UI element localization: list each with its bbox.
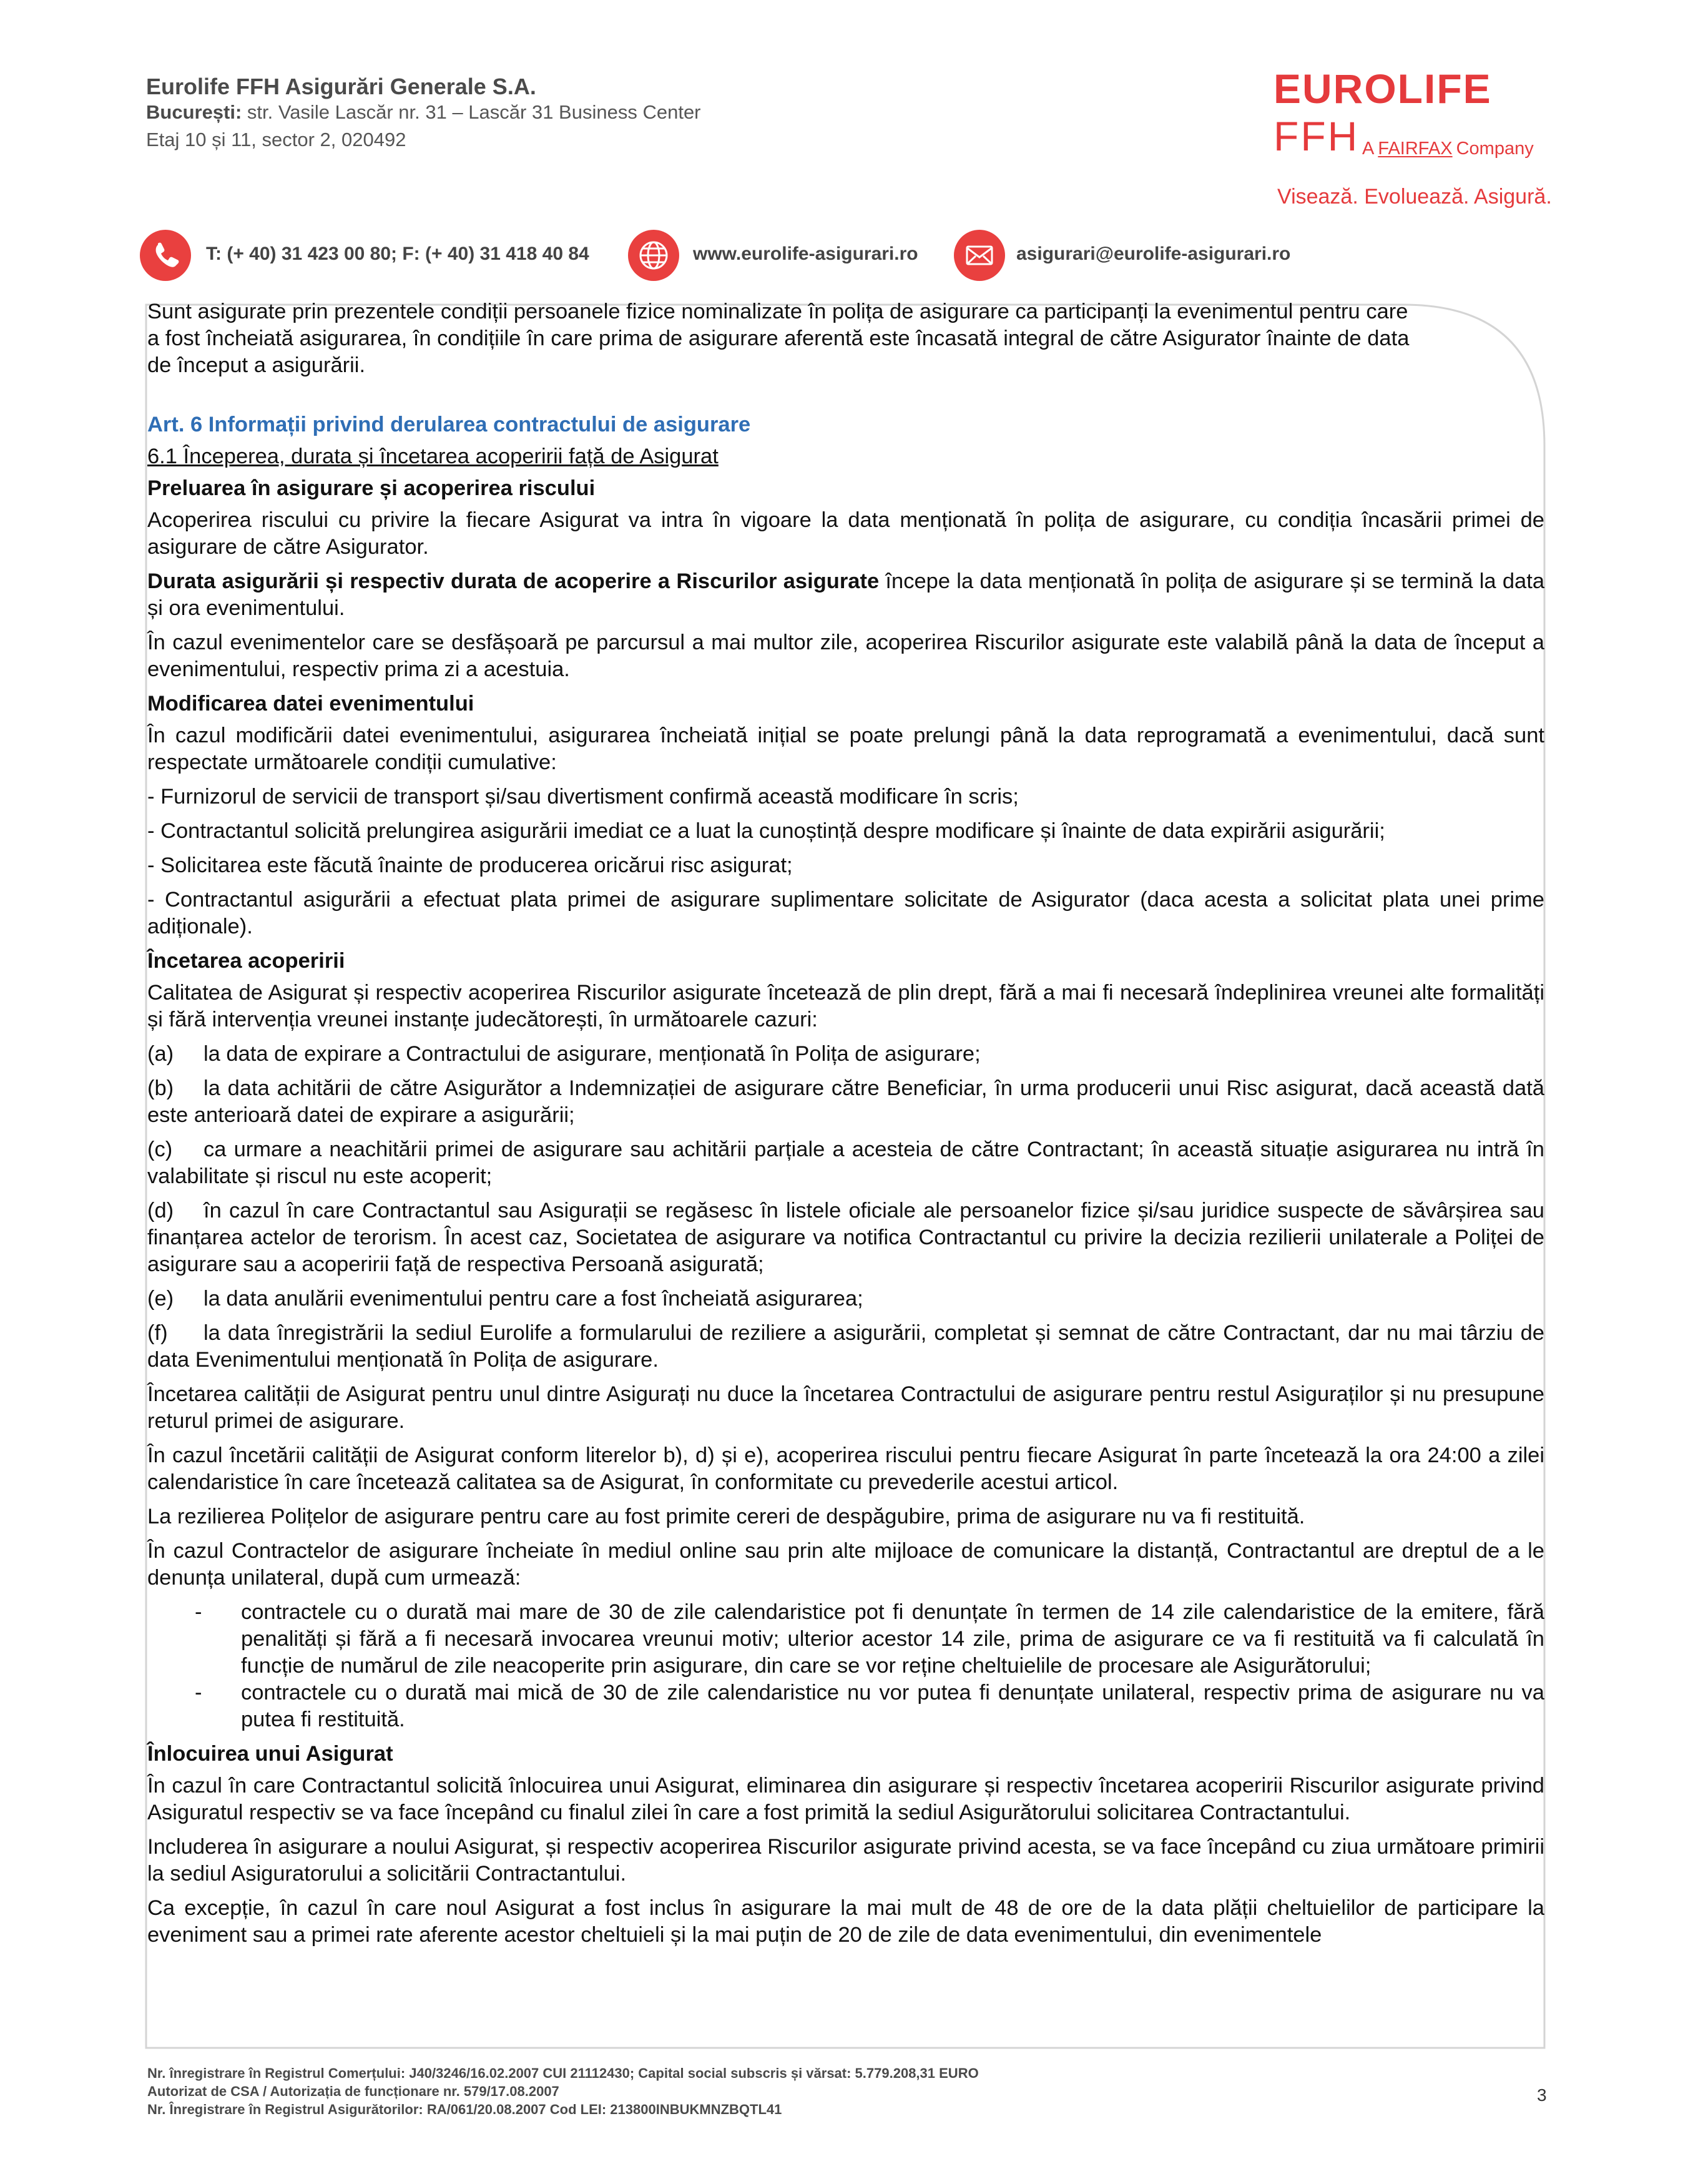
website-link[interactable]: www.eurolife-asigurari.ro	[693, 243, 918, 264]
company-name: Eurolife FFH Asigurări Generale S.A.	[146, 74, 536, 99]
paragraph-acoperirea: Acoperirea riscului cu privire la fiecare Asigurat va intra în vigoare la data menționată în polița de asigurare, cu condiția încasării primei de asigurare de către Asigurator.	[147, 508, 1544, 559]
section-6-1-title: 6.1 Începerea, durata și încetarea acoperirii față de Asigurat	[147, 445, 719, 468]
denuntare-list	[147, 1599, 1544, 1733]
article-6-title: Art. 6 Informații privind derularea contractului de asigurare	[147, 413, 751, 436]
heading-incetarea: Încetarea acoperirii	[147, 949, 345, 973]
paragraph-incetarea-calitatii: Încetarea calității de Asigurat pentru unul dintre Asigurați nu duce la încetarea Contractului de asigurare pentru restul Asiguraților și nu presupune returul primei de asigurare.	[147, 1382, 1544, 1433]
condition-4: - Contractantul asigurării a efectuat plata primei de asigurare suplimentare solicitate de Asigurator (daca acesta a solicitat plata unei prime adiționale).	[147, 888, 1544, 938]
paragraph-literelor: În cazul încetării calității de Asigurat conform literelor b), d) și e), acoperirea riscului pentru fiecare Asigurat în parte încetează la ora 24:00 a zilei calendaristice în care încetează calitatea sa de Asigurat, în conformitate cu prevederile acestui articol.	[147, 1444, 1544, 1494]
dash-text: contractele cu o durată mai mare de 30 de zile calendaristice pot fi denunțate în termen de 14 zile calendaristice de la emitere, fără penalități și fără a fi necesară invocarea vreunui motiv; ulterior acestor 14 zile, prima de asigurare ce va fi restituită va fi calculată în funcție de numărul de zile neacoperite prin asigurare, din care se vor reține cheltuielile de procesare ale Asigurătorului;	[241, 1600, 1544, 1678]
footer-line-registration: Nr. înregistrare în Registrul Comerțului: J40/3246/16.02.2007 CUI 21112430; Capital social subscris și vărsat: 5.779.208,31 EURO	[147, 2065, 979, 2081]
condition-2: - Contractantul solicită prelungirea asigurării imediat ce a luat la cunoștință despre modificare și înainte de data expirării asigurării;	[147, 819, 1385, 843]
item-label: (e)	[147, 1287, 174, 1311]
heading-inlocuirea: Înlocuirea unui Asigurat	[147, 1742, 393, 1766]
heading-modificarea: Modificarea datei evenimentului	[147, 692, 474, 716]
item-text: la data achitării de către Asigurător a Indemnizației de asigurare către Beneficiar, în urma producerii unui Risc asigurat, dacă această dată este anterioară datei de expirare a asigurării;	[147, 1076, 1544, 1127]
dash-marker: -	[195, 1600, 202, 1624]
phone-fax-text: T: (+ 40) 31 423 00 80; F: (+ 40) 31 418 40 84	[206, 243, 589, 264]
item-text: la data anulării evenimentului pentru care a fost încheiată asigurarea;	[204, 1287, 863, 1311]
item-label: (c)	[147, 1138, 173, 1161]
list-item-d	[147, 1198, 1544, 1278]
list-item-e	[147, 1286, 1544, 1312]
durata-bold: Durata asigurării și respectiv durata de acoperire a Riscurilor asigurate	[147, 569, 880, 593]
phone-icon	[140, 230, 191, 281]
globe-icon	[628, 230, 679, 281]
document-body	[147, 298, 1544, 1956]
mail-icon	[954, 230, 1005, 281]
company-address	[146, 101, 701, 124]
tagline: Visează. Evoluează. Asigură.	[1277, 185, 1552, 209]
intro-paragraph: Sunt asigurate prin prezentele condiții persoanele fizice nominalizate în polița de asigurare ca participanți la evenimentul pentru care a fost încheiată asigurarea, în condițiile în care prima de asigurare aferentă este încasată integral de către Asigurator înainte de data de început a asigurării.	[147, 300, 1410, 377]
durata-rest: începe la data menționată în polița de asigurare și se termină la data și ora evenimentului.	[147, 569, 1545, 620]
footer-line-authorization: Autorizat de CSA / Autorizația de funcționare nr. 579/17.08.2007	[147, 2083, 559, 2099]
item-text: la data de expirare a Contractului de asigurare, menționată în Polița de asigurare;	[204, 1042, 981, 1066]
list-item	[147, 1680, 1544, 1733]
footer-line-insurer-registry: Nr. Înregistrare în Registrul Asigurătorilor: RA/061/20.08.2007 Cod LEI: 213800INBUKMNZBQTL41	[147, 2102, 782, 2117]
legal-footer	[147, 2064, 979, 2118]
list-item	[147, 1599, 1544, 1680]
item-label: (a)	[147, 1042, 174, 1066]
item-label: (b)	[147, 1076, 174, 1100]
list-item-f	[147, 1320, 1544, 1374]
dash-marker: -	[195, 1681, 202, 1704]
paragraph-durata	[147, 568, 1544, 622]
list-item-c	[147, 1136, 1544, 1190]
paragraph-modificarii: În cazul modificării datei evenimentului, asigurarea încheiată inițial se poate prelungi până la data reprogramată a evenimentului, dacă sunt respectate următoarele condiții cumulative:	[147, 724, 1544, 774]
address-city: București:	[146, 101, 242, 123]
item-label: (f)	[147, 1321, 168, 1345]
list-item-b	[147, 1075, 1544, 1129]
email-link[interactable]: asigurari@eurolife-asigurari.ro	[1016, 243, 1291, 264]
heading-preluarea: Preluarea în asigurare și acoperirea riscului	[147, 476, 596, 500]
item-text: ca urmare a neachitării primei de asigurare sau achitării parțiale a acesteia de către Contractant; în această situație asigurarea nu intră în valabilitate și riscul nu este acoperit;	[147, 1138, 1544, 1188]
fairfax-prefix: A	[1362, 139, 1375, 159]
paragraph-online: În cazul Contractelor de asigurare încheiate în mediul online sau prin alte mijloace de comunicare la distanță, Contractantul are dreptul de a le denunța unilateral, după cum urmează:	[147, 1539, 1544, 1590]
page-number: 3	[1537, 2085, 1547, 2105]
address-floor: Etaj 10 și 11, sector 2, 020492	[146, 129, 406, 150]
logo-bold: EUROLIFE	[1273, 66, 1492, 112]
paragraph-rezilierea: La rezilierea Polițelor de asigurare pentru care au fost primite cereri de despăgubire, prima de asigurare nu va fi restituită.	[147, 1505, 1305, 1528]
dash-text: contractele cu o durată mai mică de 30 de zile calendaristice nu vor putea fi denunțate unilateral, respectiv prima de asigurare nu va putea fi restituită.	[241, 1681, 1544, 1731]
condition-1: - Furnizorul de servicii de transport și/sau divertisment confirmă această modificare în scris;	[147, 785, 1019, 809]
list-item-a	[147, 1041, 1544, 1068]
fairfax-suffix: Company	[1456, 139, 1534, 159]
paragraph-exceptie: Ca excepție, în cazul în care noul Asigurat a fost inclus în asigurare la mai mult de 48 de ore de la data plății cheltuielilor de participare la eveniment sau a primei rate aferente acestor cheltuieli și la mai puțin de 20 de zile de data evenimentului, din evenimentele	[147, 1896, 1544, 1947]
item-label: (d)	[147, 1199, 174, 1222]
condition-3: - Solicitarea este făcută înainte de producerea oricărui risc asigurat;	[147, 853, 793, 877]
paragraph-calitatea: Calitatea de Asigurat și respectiv acoperirea Riscurilor asigurate încetează de plin drept, fără a mai fi necesară îndeplinirea vreunei alte formalități și fără intervenția vreunei instanțe judecătorești, în următoarele cazuri:	[147, 981, 1544, 1031]
fairfax-brand: FAIRFAX	[1378, 139, 1453, 159]
paragraph-inlocuirea: În cazul în care Contractantul solicită înlocuirea unui Asigurat, eliminarea din asigurare și respectiv încetarea acoperirii Riscurilor asigurate privind Asiguratul respectiv se va face începând cu finalul zilei în care a fost primită la sediul Asigurătorului solicitarea Contractantului.	[147, 1774, 1544, 1824]
address-street: str. Vasile Lascăr nr. 31 – Lascăr 31 Business Center	[242, 101, 701, 123]
intro-section	[147, 298, 1544, 379]
item-text: la data înregistrării la sediul Eurolife a formularului de reziliere a asigurării, completat și semnat de către Contractant, dar nu mai târziu de data Evenimentului menționată în Polița de asigurare.	[147, 1321, 1544, 1372]
paragraph-includerea: Includerea în asigurare a noului Asigurat, și respectiv acoperirea Riscurilor asigurate privind acesta, se va face începând cu ziua următoare primirii la sediul Asiguratorului a solicitării Contractantului.	[147, 1835, 1544, 1886]
item-text: în cazul în care Contractantul sau Asigurații se regăsesc în listele oficiale ale persoanelor fizice și/sau juridice suspecte de săvârșirea sau finanțarea actelor de terorism. În acest caz, Societatea de asigurare va notifica Contractantul cu privire la decizia rezilierii unilaterale a Poliței de asigurare sau a acoperirii față de respectiva Persoană asigurată;	[147, 1199, 1544, 1276]
paragraph-evenimente: În cazul evenimentelor care se desfășoară pe parcursul a mai multor zile, acoperirea Riscurilor asigurate este valabilă până la data de început a evenimentului, respectiv prima zi a acestuia.	[147, 631, 1544, 681]
logo-light: FFH	[1273, 113, 1360, 159]
fairfax-company-line	[1362, 139, 1534, 159]
